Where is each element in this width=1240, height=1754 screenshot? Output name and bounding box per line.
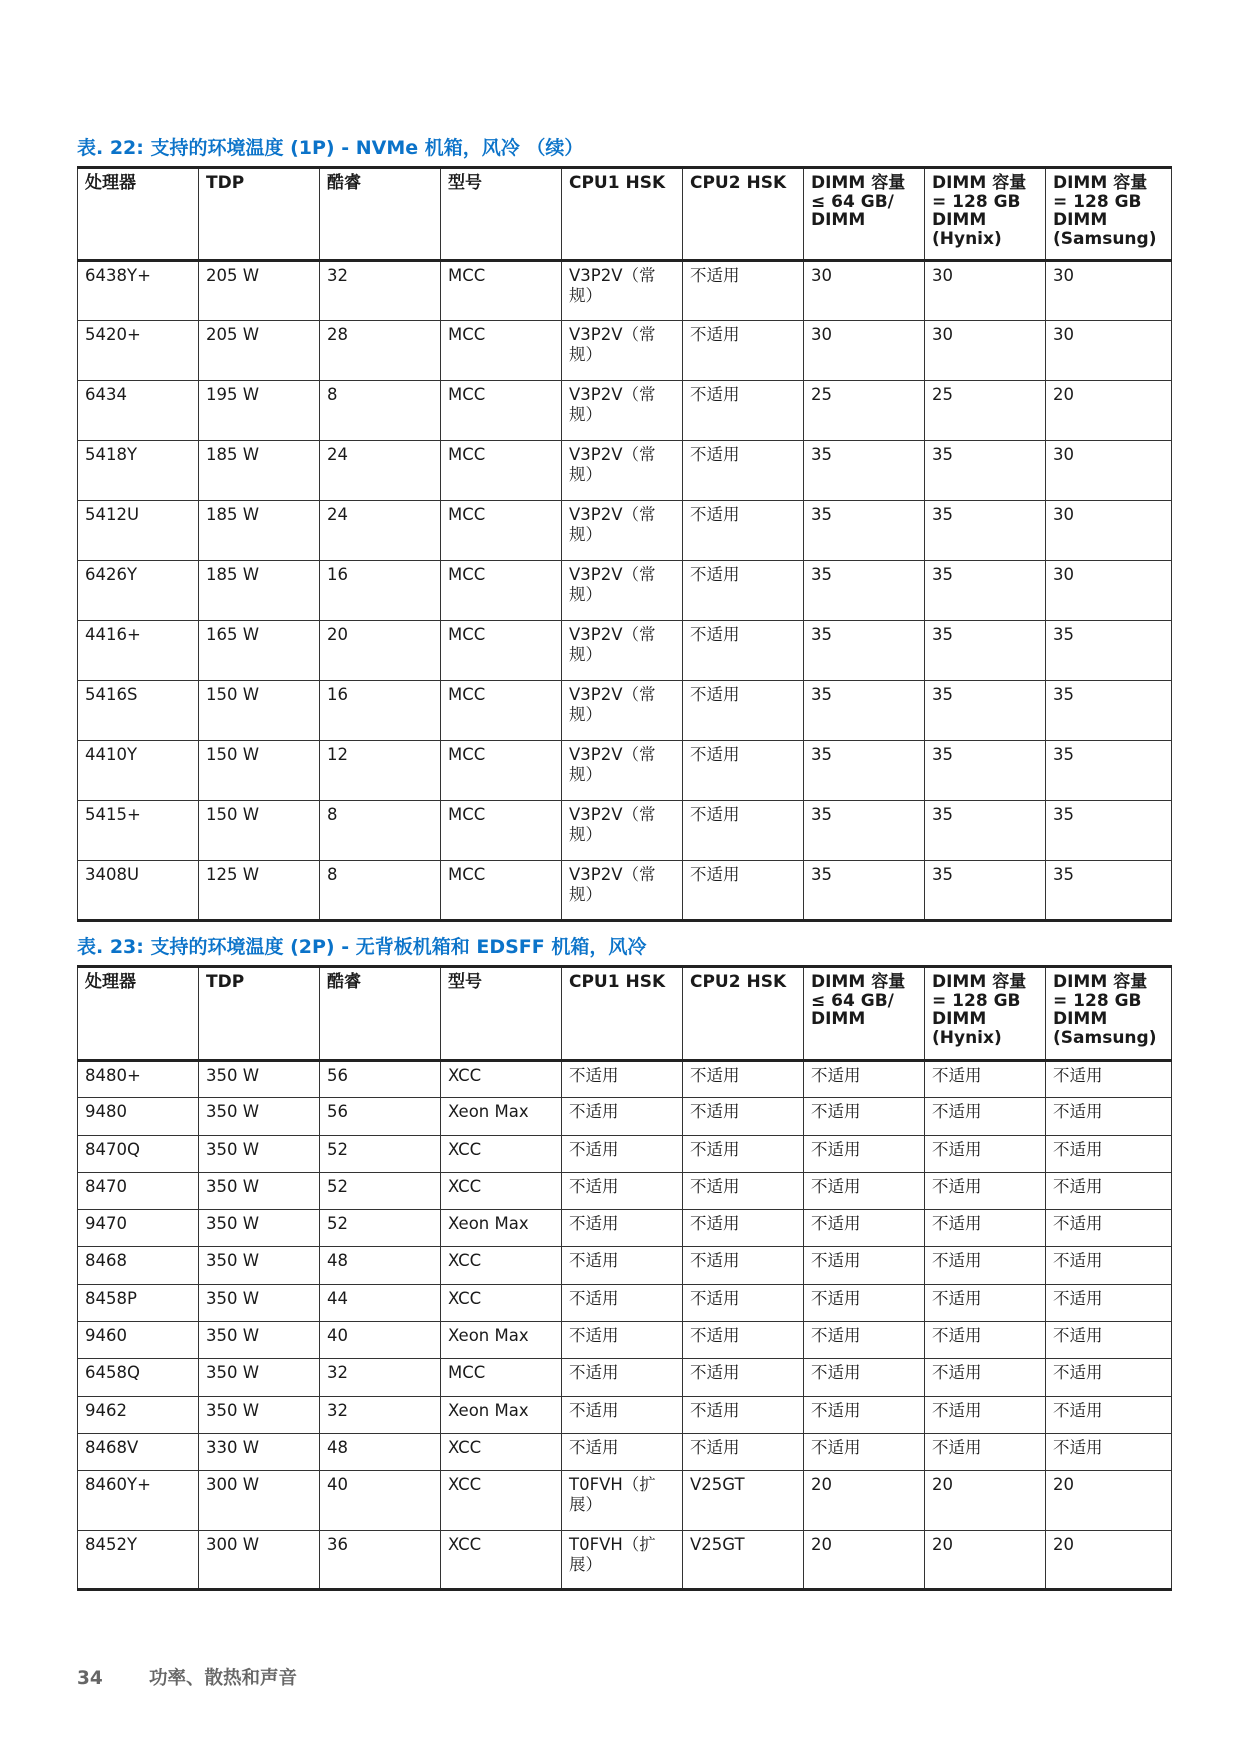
section-title: 功率、散热和声音 bbox=[149, 1668, 298, 1689]
cell-dimm-128gb-hynix: 不适用 bbox=[925, 1172, 1046, 1209]
cell-dimm-128gb-samsung: 20 bbox=[1046, 1530, 1172, 1590]
column-header-dimm-128gb-hynix: DIMM 容量 = 128 GB DIMM (Hynix) bbox=[925, 168, 1046, 261]
cell-dimm-128gb-hynix: 不适用 bbox=[925, 1098, 1046, 1135]
cell-cpu1-hsk: V3P2V（常规） bbox=[562, 321, 683, 381]
cell-dimm-128gb-hynix: 35 bbox=[925, 621, 1046, 681]
cell-cpu1-hsk: V3P2V（常规） bbox=[562, 741, 683, 801]
cell-dimm-128gb-samsung: 不适用 bbox=[1046, 1433, 1172, 1470]
column-header-cpu1-hsk: CPU1 HSK bbox=[562, 168, 683, 261]
table-row bbox=[78, 1471, 1172, 1531]
cell-processor: 8470Q bbox=[78, 1135, 199, 1172]
cell-dimm-128gb-hynix: 不适用 bbox=[925, 1433, 1046, 1470]
cell-cpu1-hsk: V3P2V（常规） bbox=[562, 501, 683, 561]
cell-cpu2-hsk: 不适用 bbox=[683, 1098, 804, 1135]
cell-processor: 6458Q bbox=[78, 1359, 199, 1396]
cell-tdp: 185 W bbox=[199, 501, 320, 561]
cell-model: MCC bbox=[441, 501, 562, 561]
cell-model: XCC bbox=[441, 1530, 562, 1590]
cell-dimm-128gb-hynix: 20 bbox=[925, 1471, 1046, 1531]
column-header-dimm-64gb: DIMM 容量 ≤ 64 GB/ DIMM bbox=[804, 967, 925, 1061]
cell-cpu2-hsk: 不适用 bbox=[683, 1433, 804, 1470]
cell-model: MCC bbox=[441, 441, 562, 501]
cell-processor: 9480 bbox=[78, 1098, 199, 1135]
cell-tdp: 350 W bbox=[199, 1172, 320, 1209]
table-row bbox=[78, 621, 1172, 681]
table-row bbox=[78, 1530, 1172, 1590]
cell-cores: 48 bbox=[320, 1247, 441, 1284]
cell-tdp: 350 W bbox=[199, 1322, 320, 1359]
cell-cores: 48 bbox=[320, 1433, 441, 1470]
cell-cpu2-hsk: 不适用 bbox=[683, 1247, 804, 1284]
column-header-tdp: TDP bbox=[199, 967, 320, 1061]
cell-processor: 8460Y+ bbox=[78, 1471, 199, 1531]
cell-cores: 44 bbox=[320, 1284, 441, 1321]
table-row bbox=[78, 1172, 1172, 1209]
cell-dimm-128gb-samsung: 不适用 bbox=[1046, 1098, 1172, 1135]
cell-dimm-64gb: 不适用 bbox=[804, 1210, 925, 1247]
cell-cpu2-hsk: 不适用 bbox=[683, 741, 804, 801]
cell-processor: 8468 bbox=[78, 1247, 199, 1284]
cell-cpu2-hsk: 不适用 bbox=[683, 441, 804, 501]
cell-dimm-128gb-hynix: 25 bbox=[925, 381, 1046, 441]
table-row bbox=[78, 1359, 1172, 1396]
cell-cores: 32 bbox=[320, 261, 441, 321]
column-header-dimm-128gb-samsung: DIMM 容量 = 128 GB DIMM (Samsung) bbox=[1046, 168, 1172, 261]
cell-cpu1-hsk: V3P2V（常规） bbox=[562, 561, 683, 621]
cell-model: MCC bbox=[441, 741, 562, 801]
cell-cpu1-hsk: 不适用 bbox=[562, 1210, 683, 1247]
cell-dimm-64gb: 30 bbox=[804, 261, 925, 321]
cell-tdp: 350 W bbox=[199, 1098, 320, 1135]
cell-dimm-64gb: 35 bbox=[804, 681, 925, 741]
cell-dimm-128gb-samsung: 不适用 bbox=[1046, 1247, 1172, 1284]
cell-dimm-128gb-samsung: 35 bbox=[1046, 801, 1172, 861]
cell-model: XCC bbox=[441, 1471, 562, 1531]
cell-cores: 12 bbox=[320, 741, 441, 801]
cell-cpu2-hsk: 不适用 bbox=[683, 321, 804, 381]
column-header-model: 型号 bbox=[441, 967, 562, 1061]
cell-dimm-64gb: 35 bbox=[804, 801, 925, 861]
cell-dimm-64gb: 不适用 bbox=[804, 1061, 925, 1098]
column-header-dimm-64gb: DIMM 容量 ≤ 64 GB/ DIMM bbox=[804, 168, 925, 261]
cell-dimm-128gb-hynix: 35 bbox=[925, 501, 1046, 561]
cell-cpu2-hsk: 不适用 bbox=[683, 1359, 804, 1396]
cell-cpu2-hsk: 不适用 bbox=[683, 1135, 804, 1172]
cell-dimm-128gb-samsung: 35 bbox=[1046, 681, 1172, 741]
cell-dimm-128gb-samsung: 不适用 bbox=[1046, 1135, 1172, 1172]
cell-cpu1-hsk: 不适用 bbox=[562, 1396, 683, 1433]
cell-dimm-128gb-hynix: 不适用 bbox=[925, 1359, 1046, 1396]
cell-dimm-128gb-hynix: 30 bbox=[925, 321, 1046, 381]
table-row bbox=[78, 441, 1172, 501]
table-row bbox=[78, 501, 1172, 561]
cell-dimm-128gb-samsung: 30 bbox=[1046, 501, 1172, 561]
cell-dimm-128gb-hynix: 不适用 bbox=[925, 1210, 1046, 1247]
cell-processor: 4416+ bbox=[78, 621, 199, 681]
cell-cpu1-hsk: V3P2V（常规） bbox=[562, 801, 683, 861]
cell-dimm-64gb: 不适用 bbox=[804, 1396, 925, 1433]
cell-processor: 6438Y+ bbox=[78, 261, 199, 321]
cell-processor: 6434 bbox=[78, 381, 199, 441]
cell-tdp: 300 W bbox=[199, 1471, 320, 1531]
cell-dimm-128gb-hynix: 不适用 bbox=[925, 1135, 1046, 1172]
cell-tdp: 350 W bbox=[199, 1284, 320, 1321]
cell-cpu1-hsk: 不适用 bbox=[562, 1247, 683, 1284]
column-header-processor: 处理器 bbox=[78, 967, 199, 1061]
cell-cpu2-hsk: 不适用 bbox=[683, 1210, 804, 1247]
table-header-row bbox=[78, 967, 1172, 1061]
cell-dimm-128gb-hynix: 不适用 bbox=[925, 1322, 1046, 1359]
cell-cpu1-hsk: V3P2V（常规） bbox=[562, 381, 683, 441]
cell-model: MCC bbox=[441, 381, 562, 441]
cell-dimm-128gb-hynix: 35 bbox=[925, 861, 1046, 921]
cell-cpu1-hsk: V3P2V（常规） bbox=[562, 621, 683, 681]
cell-dimm-128gb-hynix: 35 bbox=[925, 441, 1046, 501]
cell-processor: 5412U bbox=[78, 501, 199, 561]
cell-cpu2-hsk: 不适用 bbox=[683, 1061, 804, 1098]
cell-dimm-64gb: 不适用 bbox=[804, 1433, 925, 1470]
cell-cpu2-hsk: 不适用 bbox=[683, 1396, 804, 1433]
cell-dimm-128gb-hynix: 35 bbox=[925, 561, 1046, 621]
cell-cores: 20 bbox=[320, 621, 441, 681]
column-header-cpu2-hsk: CPU2 HSK bbox=[683, 168, 804, 261]
column-header-cores: 酷睿 bbox=[320, 168, 441, 261]
cell-dimm-128gb-samsung: 35 bbox=[1046, 621, 1172, 681]
cell-dimm-128gb-samsung: 30 bbox=[1046, 321, 1172, 381]
cell-cpu1-hsk: 不适用 bbox=[562, 1135, 683, 1172]
cell-tdp: 185 W bbox=[199, 441, 320, 501]
cell-tdp: 350 W bbox=[199, 1359, 320, 1396]
cell-processor: 5415+ bbox=[78, 801, 199, 861]
cell-dimm-64gb: 25 bbox=[804, 381, 925, 441]
cell-dimm-128gb-samsung: 35 bbox=[1046, 741, 1172, 801]
cell-dimm-128gb-samsung: 不适用 bbox=[1046, 1284, 1172, 1321]
cell-processor: 9462 bbox=[78, 1396, 199, 1433]
page-number: 34 bbox=[77, 1668, 103, 1689]
cell-model: MCC bbox=[441, 261, 562, 321]
cell-model: MCC bbox=[441, 621, 562, 681]
cell-cpu2-hsk: 不适用 bbox=[683, 861, 804, 921]
cell-dimm-128gb-samsung: 不适用 bbox=[1046, 1359, 1172, 1396]
cell-processor: 8480+ bbox=[78, 1061, 199, 1098]
table-row bbox=[78, 1433, 1172, 1470]
cell-tdp: 165 W bbox=[199, 621, 320, 681]
table-row bbox=[78, 261, 1172, 321]
cell-cpu1-hsk: V3P2V（常规） bbox=[562, 681, 683, 741]
cell-cpu2-hsk: 不适用 bbox=[683, 681, 804, 741]
cell-cores: 56 bbox=[320, 1098, 441, 1135]
cell-dimm-128gb-hynix: 35 bbox=[925, 681, 1046, 741]
cell-tdp: 350 W bbox=[199, 1061, 320, 1098]
cell-processor: 9460 bbox=[78, 1322, 199, 1359]
cell-cpu1-hsk: 不适用 bbox=[562, 1172, 683, 1209]
cell-tdp: 150 W bbox=[199, 741, 320, 801]
ambient-temperature-table-1p-nvme bbox=[77, 166, 1172, 922]
cell-cpu1-hsk: 不适用 bbox=[562, 1284, 683, 1321]
cell-processor: 5416S bbox=[78, 681, 199, 741]
cell-model: XCC bbox=[441, 1172, 562, 1209]
cell-dimm-128gb-samsung: 20 bbox=[1046, 381, 1172, 441]
cell-model: XCC bbox=[441, 1135, 562, 1172]
cell-dimm-64gb: 20 bbox=[804, 1471, 925, 1531]
cell-dimm-64gb: 不适用 bbox=[804, 1135, 925, 1172]
cell-cores: 16 bbox=[320, 561, 441, 621]
cell-cpu2-hsk: 不适用 bbox=[683, 801, 804, 861]
cell-cpu2-hsk: 不适用 bbox=[683, 1172, 804, 1209]
cell-dimm-128gb-hynix: 35 bbox=[925, 801, 1046, 861]
table-row bbox=[78, 1322, 1172, 1359]
cell-model: MCC bbox=[441, 561, 562, 621]
cell-tdp: 205 W bbox=[199, 261, 320, 321]
cell-model: MCC bbox=[441, 1359, 562, 1396]
cell-dimm-64gb: 30 bbox=[804, 321, 925, 381]
cell-cores: 24 bbox=[320, 441, 441, 501]
table-row bbox=[78, 1135, 1172, 1172]
cell-model: XCC bbox=[441, 1433, 562, 1470]
cell-tdp: 300 W bbox=[199, 1530, 320, 1590]
cell-dimm-64gb: 不适用 bbox=[804, 1247, 925, 1284]
cell-cpu1-hsk: T0FVH（扩展） bbox=[562, 1471, 683, 1531]
cell-dimm-128gb-hynix: 20 bbox=[925, 1530, 1046, 1590]
table-row bbox=[78, 801, 1172, 861]
cell-dimm-128gb-samsung: 不适用 bbox=[1046, 1322, 1172, 1359]
cell-model: XCC bbox=[441, 1284, 562, 1321]
cell-dimm-64gb: 不适用 bbox=[804, 1359, 925, 1396]
cell-dimm-64gb: 不适用 bbox=[804, 1098, 925, 1135]
cell-processor: 8458P bbox=[78, 1284, 199, 1321]
cell-processor: 8452Y bbox=[78, 1530, 199, 1590]
cell-dimm-128gb-hynix: 不适用 bbox=[925, 1247, 1046, 1284]
cell-dimm-128gb-samsung: 30 bbox=[1046, 561, 1172, 621]
table-row bbox=[78, 381, 1172, 441]
cell-model: Xeon Max bbox=[441, 1322, 562, 1359]
cell-cores: 8 bbox=[320, 861, 441, 921]
cell-dimm-64gb: 不适用 bbox=[804, 1284, 925, 1321]
cell-cores: 8 bbox=[320, 801, 441, 861]
cell-dimm-64gb: 不适用 bbox=[804, 1172, 925, 1209]
cell-tdp: 330 W bbox=[199, 1433, 320, 1470]
table-row bbox=[78, 861, 1172, 921]
cell-dimm-64gb: 不适用 bbox=[804, 1322, 925, 1359]
cell-dimm-128gb-samsung: 20 bbox=[1046, 1471, 1172, 1531]
cell-cores: 40 bbox=[320, 1471, 441, 1531]
cell-dimm-128gb-samsung: 30 bbox=[1046, 261, 1172, 321]
column-header-dimm-128gb-hynix: DIMM 容量 = 128 GB DIMM (Hynix) bbox=[925, 967, 1046, 1061]
cell-cpu1-hsk: 不适用 bbox=[562, 1322, 683, 1359]
cell-cores: 28 bbox=[320, 321, 441, 381]
cell-processor: 3408U bbox=[78, 861, 199, 921]
cell-cores: 8 bbox=[320, 381, 441, 441]
cell-processor: 6426Y bbox=[78, 561, 199, 621]
cell-model: XCC bbox=[441, 1061, 562, 1098]
table-row bbox=[78, 1061, 1172, 1098]
cell-cores: 24 bbox=[320, 501, 441, 561]
cell-cpu2-hsk: 不适用 bbox=[683, 561, 804, 621]
cell-processor: 8470 bbox=[78, 1172, 199, 1209]
cell-model: MCC bbox=[441, 321, 562, 381]
table-22-caption: 表. 22: 支持的环境温度 (1P) - NVMe 机箱，风冷 （续） bbox=[77, 137, 584, 159]
cell-tdp: 205 W bbox=[199, 321, 320, 381]
cell-dimm-128gb-hynix: 30 bbox=[925, 261, 1046, 321]
cell-dimm-128gb-samsung: 30 bbox=[1046, 441, 1172, 501]
cell-dimm-128gb-samsung: 不适用 bbox=[1046, 1396, 1172, 1433]
cell-tdp: 350 W bbox=[199, 1247, 320, 1284]
cell-dimm-128gb-samsung: 35 bbox=[1046, 861, 1172, 921]
cell-tdp: 350 W bbox=[199, 1135, 320, 1172]
cell-cpu2-hsk: V25GT bbox=[683, 1530, 804, 1590]
cell-tdp: 350 W bbox=[199, 1210, 320, 1247]
table-row bbox=[78, 741, 1172, 801]
cell-model: Xeon Max bbox=[441, 1396, 562, 1433]
cell-model: XCC bbox=[441, 1247, 562, 1284]
cell-dimm-128gb-samsung: 不适用 bbox=[1046, 1172, 1172, 1209]
cell-processor: 5420+ bbox=[78, 321, 199, 381]
cell-cpu1-hsk: 不适用 bbox=[562, 1433, 683, 1470]
table-row bbox=[78, 1247, 1172, 1284]
cell-cpu2-hsk: V25GT bbox=[683, 1471, 804, 1531]
cell-cores: 32 bbox=[320, 1359, 441, 1396]
cell-dimm-64gb: 35 bbox=[804, 561, 925, 621]
column-header-dimm-128gb-samsung: DIMM 容量 = 128 GB DIMM (Samsung) bbox=[1046, 967, 1172, 1061]
table-row bbox=[78, 1396, 1172, 1433]
cell-cores: 52 bbox=[320, 1135, 441, 1172]
cell-cpu1-hsk: 不适用 bbox=[562, 1098, 683, 1135]
table-row bbox=[78, 1210, 1172, 1247]
table-row bbox=[78, 681, 1172, 741]
cell-model: MCC bbox=[441, 801, 562, 861]
cell-dimm-64gb: 35 bbox=[804, 501, 925, 561]
cell-tdp: 350 W bbox=[199, 1396, 320, 1433]
cell-processor: 8468V bbox=[78, 1433, 199, 1470]
cell-dimm-128gb-samsung: 不适用 bbox=[1046, 1210, 1172, 1247]
cell-dimm-128gb-samsung: 不适用 bbox=[1046, 1061, 1172, 1098]
cell-dimm-128gb-hynix: 不适用 bbox=[925, 1284, 1046, 1321]
cell-cpu2-hsk: 不适用 bbox=[683, 621, 804, 681]
cell-model: MCC bbox=[441, 681, 562, 741]
cell-dimm-64gb: 35 bbox=[804, 621, 925, 681]
cell-model: Xeon Max bbox=[441, 1210, 562, 1247]
cell-model: MCC bbox=[441, 861, 562, 921]
cell-tdp: 195 W bbox=[199, 381, 320, 441]
cell-dimm-128gb-hynix: 不适用 bbox=[925, 1061, 1046, 1098]
cell-cores: 40 bbox=[320, 1322, 441, 1359]
cell-dimm-128gb-hynix: 35 bbox=[925, 741, 1046, 801]
column-header-tdp: TDP bbox=[199, 168, 320, 261]
cell-cpu1-hsk: V3P2V（常规） bbox=[562, 861, 683, 921]
cell-cpu1-hsk: 不适用 bbox=[562, 1359, 683, 1396]
cell-cpu1-hsk: V3P2V（常规） bbox=[562, 441, 683, 501]
page-footer bbox=[77, 1664, 297, 1690]
cell-dimm-128gb-hynix: 不适用 bbox=[925, 1396, 1046, 1433]
cell-cpu2-hsk: 不适用 bbox=[683, 1284, 804, 1321]
table-row bbox=[78, 321, 1172, 381]
column-header-cores: 酷睿 bbox=[320, 967, 441, 1061]
cell-dimm-64gb: 35 bbox=[804, 861, 925, 921]
cell-tdp: 185 W bbox=[199, 561, 320, 621]
cell-cpu2-hsk: 不适用 bbox=[683, 501, 804, 561]
table-row bbox=[78, 1098, 1172, 1135]
cell-cores: 56 bbox=[320, 1061, 441, 1098]
cell-cpu1-hsk: T0FVH（扩展） bbox=[562, 1530, 683, 1590]
table-header-row bbox=[78, 168, 1172, 261]
cell-processor: 4410Y bbox=[78, 741, 199, 801]
cell-model: Xeon Max bbox=[441, 1098, 562, 1135]
cell-cores: 32 bbox=[320, 1396, 441, 1433]
cell-cpu1-hsk: 不适用 bbox=[562, 1061, 683, 1098]
cell-cpu2-hsk: 不适用 bbox=[683, 1322, 804, 1359]
table-row bbox=[78, 1284, 1172, 1321]
cell-dimm-64gb: 35 bbox=[804, 741, 925, 801]
cell-processor: 9470 bbox=[78, 1210, 199, 1247]
column-header-cpu2-hsk: CPU2 HSK bbox=[683, 967, 804, 1061]
cell-cpu1-hsk: V3P2V（常规） bbox=[562, 261, 683, 321]
cell-tdp: 150 W bbox=[199, 681, 320, 741]
cell-dimm-64gb: 35 bbox=[804, 441, 925, 501]
cell-cpu2-hsk: 不适用 bbox=[683, 381, 804, 441]
ambient-temperature-table-2p-no-backplane-edsff bbox=[77, 965, 1172, 1591]
cell-tdp: 150 W bbox=[199, 801, 320, 861]
cell-processor: 5418Y bbox=[78, 441, 199, 501]
table-row bbox=[78, 561, 1172, 621]
table-23-caption: 表. 23: 支持的环境温度 (2P) - 无背板机箱和 EDSFF 机箱，风冷 bbox=[77, 936, 647, 958]
column-header-processor: 处理器 bbox=[78, 168, 199, 261]
cell-cores: 52 bbox=[320, 1210, 441, 1247]
cell-dimm-64gb: 20 bbox=[804, 1530, 925, 1590]
column-header-cpu1-hsk: CPU1 HSK bbox=[562, 967, 683, 1061]
column-header-model: 型号 bbox=[441, 168, 562, 261]
cell-cores: 52 bbox=[320, 1172, 441, 1209]
cell-cpu2-hsk: 不适用 bbox=[683, 261, 804, 321]
cell-cores: 16 bbox=[320, 681, 441, 741]
cell-tdp: 125 W bbox=[199, 861, 320, 921]
cell-cores: 36 bbox=[320, 1530, 441, 1590]
